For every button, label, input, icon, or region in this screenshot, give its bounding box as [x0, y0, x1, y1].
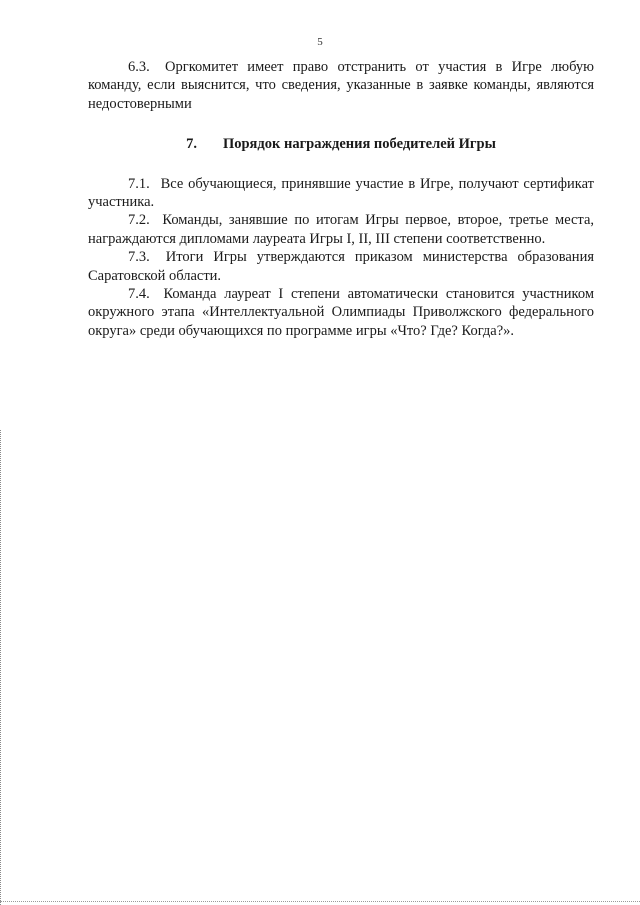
- paragraph-text: Команда лауреат I степени автоматически становится участником окружного этапа «Интеллектуальной Олимпиады Приволжского федерального округа» среди обучающихся по программе игры «Что? Где? Когда?».: [88, 286, 594, 339]
- paragraph-7-3: [88, 248, 594, 285]
- section-heading: [88, 135, 594, 153]
- section-title: Порядок награждения победителей Игры: [222, 136, 496, 153]
- paragraph-text: Оргкомитет имеет право отстранить от участия в Игре любую команду, если выяснится, что сведения, указанные в заявке команды, являются недостоверными: [88, 59, 595, 112]
- section-number: 7.: [186, 136, 197, 153]
- paragraph-7-4: [88, 285, 594, 340]
- paragraph-text: Команды, занявшие по итогам Игры первое, второе, третье места, награждаются дипломами лауреата Игры I, II, III степени соответственно.: [88, 212, 595, 247]
- paragraph-7-1: [88, 175, 594, 212]
- paragraph-number: 7.1.: [128, 175, 150, 192]
- paragraph-number: 7.3.: [128, 249, 150, 266]
- scan-edge-artifact: [0, 430, 2, 905]
- paragraph-text: Итоги Игры утверждаются приказом министерства образования Саратовской области.: [88, 249, 595, 284]
- paragraph-6-3: [88, 58, 594, 113]
- paragraph-number: 7.2.: [128, 212, 150, 229]
- page-number: 5: [317, 36, 323, 48]
- paragraph-text: Все обучающиеся, принявшие участие в Игре, получают сертификат участника.: [88, 175, 594, 211]
- paragraph-number: 7.4.: [128, 286, 150, 303]
- paragraph-number: 6.3.: [128, 59, 150, 75]
- paragraph-7-2: [88, 211, 594, 248]
- document-body: [88, 58, 594, 340]
- scan-bottom-artifact: [0, 900, 640, 902]
